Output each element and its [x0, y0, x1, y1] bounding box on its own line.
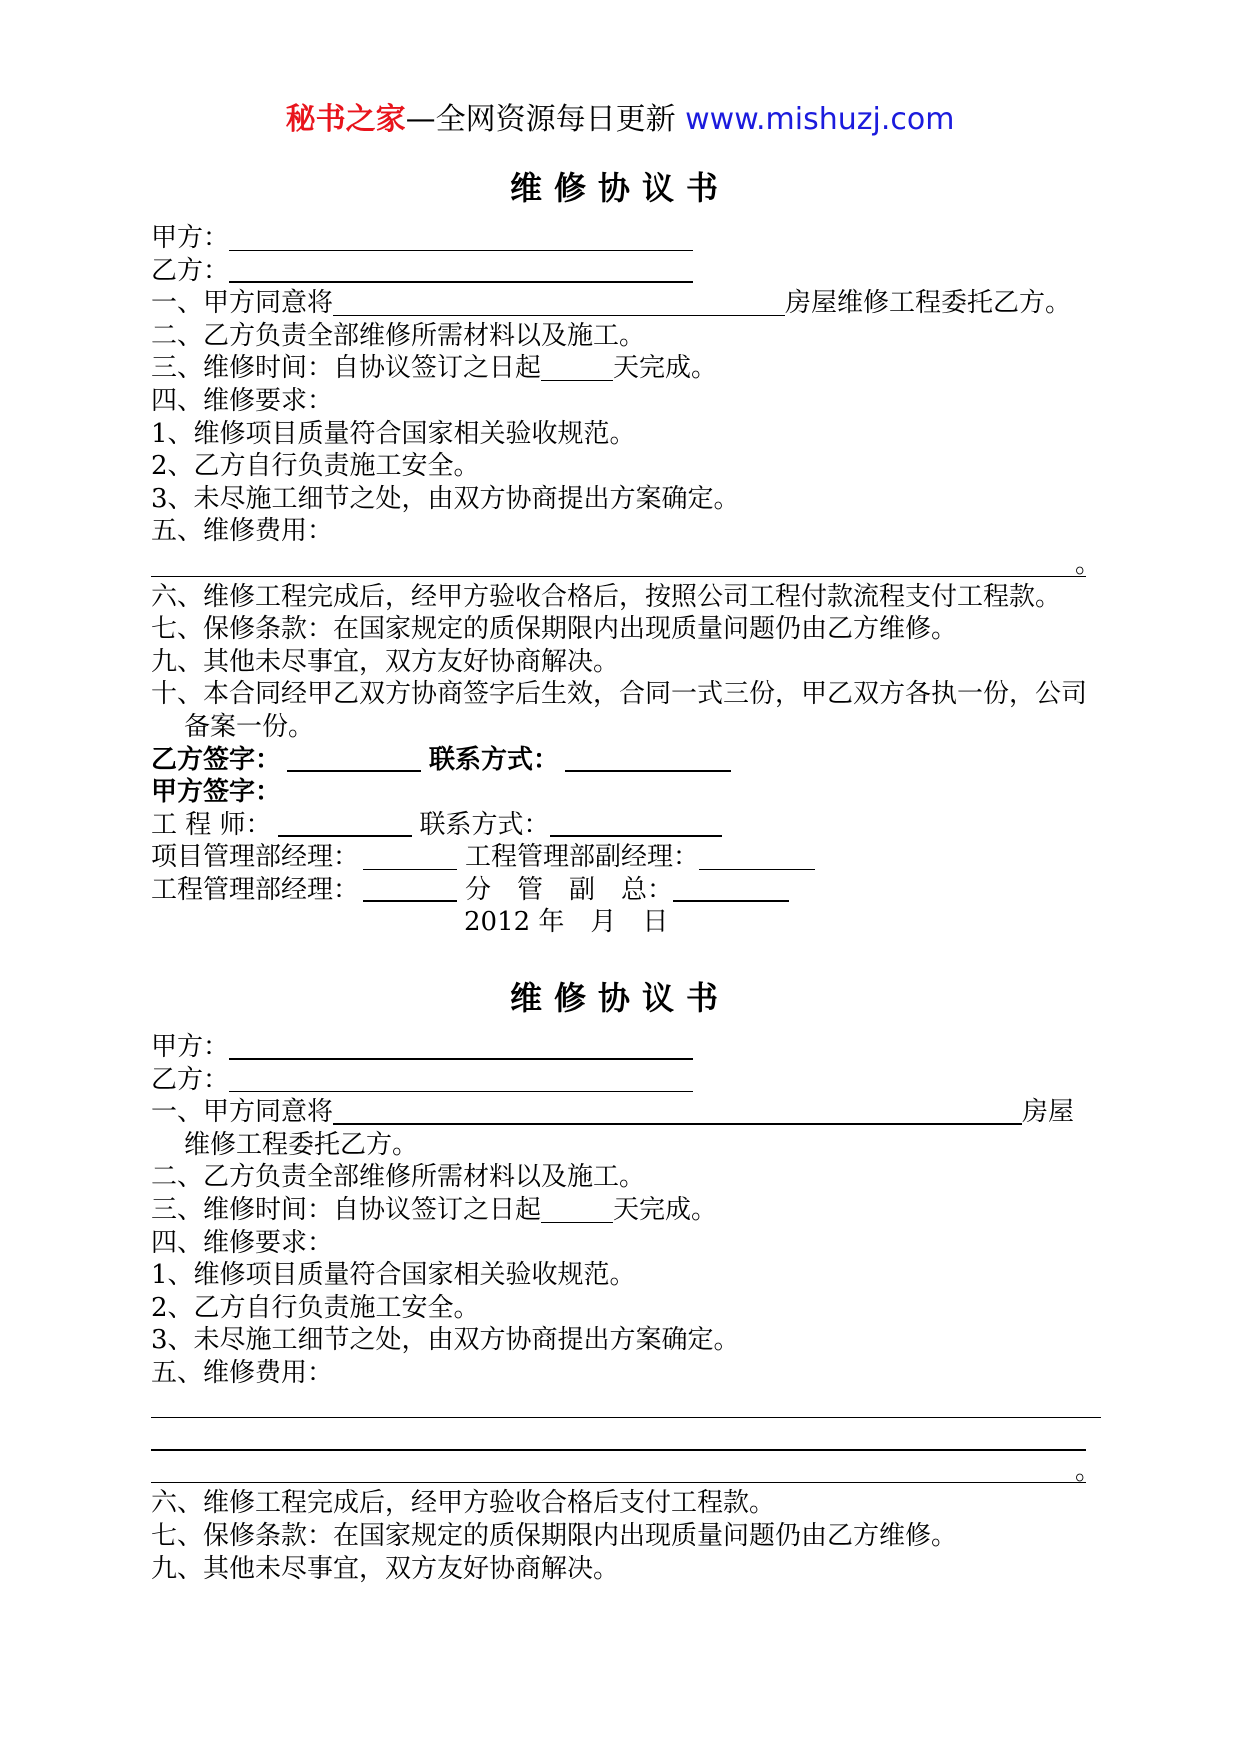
agreement-title: 维修协议书 — [509, 169, 730, 207]
clause-1-continued-2: 维修工程委托乙方。 — [184, 1129, 419, 1160]
party-a-line-2 — [151, 1031, 1101, 1064]
clause-4: 四、维修要求： — [151, 385, 334, 416]
party-b-signature-line — [151, 744, 1101, 777]
fee-blank-line-2b — [151, 1422, 1101, 1455]
days-blank-2 — [541, 1198, 613, 1223]
fee-blank-line-2a — [151, 1390, 1101, 1423]
engineer-blank — [278, 811, 412, 837]
site-banner — [0, 100, 1240, 140]
clause-9-2: 九、其他未尽事宜，双方友好协商解决。 — [151, 1553, 620, 1584]
clause-3-prefix: 三、维修时间：自协议签订之日起 — [151, 353, 542, 384]
eng-manager-label: 工程管理部经理： — [151, 874, 360, 905]
requirement-3-2: 3、未尽施工细节之处，由双方协商提出方案确定。 — [151, 1325, 740, 1356]
fee-blank-line — [151, 548, 1101, 581]
requirement-3: 3、未尽施工细节之处，由双方协商提出方案确定。 — [151, 483, 740, 514]
eng-deputy-blank — [699, 845, 815, 870]
clause-3 — [151, 352, 1101, 385]
slogan: —全网资源每日更新 — [405, 102, 676, 137]
clause-1-2 — [151, 1096, 1101, 1129]
fee-end-mark-2: 。 — [1074, 1455, 1101, 1486]
clause-7: 七、保修条款：在国家规定的质保期限内出现质量问题仍由乙方维修。 — [151, 614, 958, 645]
requirement-2-2: 2、乙方自行负责施工安全。 — [151, 1292, 480, 1323]
party-b-line — [151, 255, 1101, 288]
vp-blank — [673, 876, 789, 902]
agreement-body-2 — [151, 1031, 1101, 1585]
party-a-blank-2 — [229, 1034, 693, 1060]
party-b-line-2 — [151, 1064, 1101, 1097]
clause-3-prefix-2: 三、维修时间：自协议签订之日起 — [151, 1194, 542, 1225]
party-b-label-2: 乙方： — [151, 1064, 230, 1095]
party-a-label: 甲方： — [151, 223, 230, 253]
days-blank — [541, 356, 613, 381]
clause-7-2: 七、保修条款：在国家规定的质保期限内出现质量问题仍由乙方维修。 — [151, 1520, 958, 1551]
party-b-label: 乙方： — [151, 255, 230, 286]
clause-3-suffix: 天完成。 — [613, 353, 718, 384]
engineer-contact-label: 联系方式： — [419, 809, 550, 840]
pm-manager-label: 项目管理部经理： — [151, 842, 360, 873]
party-a-label-2: 甲方： — [151, 1032, 230, 1062]
fee-blank-2b — [151, 1449, 1086, 1451]
agreement-title-2: 维修协议书 — [509, 979, 730, 1017]
party-b-signature-blank — [287, 746, 421, 772]
clause-9: 九、其他未尽事宜，双方友好协商解决。 — [151, 646, 620, 677]
clause-2: 二、乙方负责全部维修所需材料以及施工。 — [151, 320, 646, 351]
requirement-1: 1、维修项目质量符合国家相关验收规范。 — [151, 418, 636, 449]
fee-blank-line-2c — [151, 1455, 1101, 1488]
clause-1-suffix: 房屋维修工程委托乙方。 — [785, 288, 1072, 319]
party-a-blank — [229, 226, 693, 251]
requirement-2: 2、乙方自行负责施工安全。 — [151, 451, 480, 482]
manager-line-2 — [151, 874, 1101, 907]
clause-3-2 — [151, 1194, 1101, 1227]
clause-1 — [151, 287, 1101, 320]
clause-1-suffix-2: 房屋 — [1022, 1097, 1075, 1128]
pm-manager-blank — [363, 845, 457, 870]
engineer-label: 工 程 师： — [151, 809, 272, 840]
clause-5: 五、维修费用： — [151, 516, 334, 547]
brand-name: 秘书之家 — [285, 102, 406, 137]
party-a-signature-line: 甲方签字： — [151, 777, 282, 808]
clause-6: 六、维修工程完成后，经甲方验收合格后，按照公司工程付款流程支付工程款。 — [151, 581, 1062, 612]
clause-3-suffix-2: 天完成。 — [613, 1194, 718, 1225]
party-a-line — [151, 222, 1101, 255]
party-b-contact-blank — [565, 746, 731, 772]
party-b-signature-label: 乙方签字： — [151, 744, 282, 775]
site-url-link[interactable]: www.mishuzj.com — [685, 102, 955, 137]
eng-deputy-label: 工程管理部副经理： — [465, 842, 700, 873]
clause-10: 十、本合同经甲乙双方协商签字后生效，合同一式三份，甲乙双方各执一份，公司备案一份。 — [151, 679, 1088, 742]
property-blank-2 — [333, 1099, 1022, 1125]
clause-2-2: 二、乙方负责全部维修所需材料以及施工。 — [151, 1162, 646, 1193]
vp-label: 分 管 副 总： — [465, 874, 674, 905]
engineer-contact-blank — [550, 811, 722, 837]
fee-blank-2c — [151, 1482, 1086, 1483]
clause-5-2: 五、维修费用： — [151, 1357, 334, 1388]
fee-blank-2a — [151, 1417, 1101, 1418]
requirement-1-2: 1、维修项目质量符合国家相关验收规范。 — [151, 1260, 636, 1291]
date-line: 2012 年 月 日 — [464, 907, 669, 938]
engineer-line — [151, 809, 1101, 842]
fee-blank — [151, 576, 1086, 577]
clause-6-2: 六、维修工程完成后，经甲方验收合格后支付工程款。 — [151, 1488, 776, 1519]
clause-1-prefix-2: 一、甲方同意将 — [151, 1097, 334, 1128]
clause-4-2: 四、维修要求： — [151, 1227, 334, 1258]
eng-manager-blank — [363, 876, 457, 902]
manager-line-1 — [151, 841, 1101, 874]
agreement-body — [151, 222, 1101, 939]
fee-end-mark: 。 — [1074, 548, 1101, 579]
party-b-blank — [229, 257, 693, 283]
party-b-contact-label: 联系方式： — [429, 744, 560, 775]
property-blank — [333, 291, 785, 316]
party-b-blank-2 — [229, 1067, 693, 1092]
clause-1-prefix: 一、甲方同意将 — [151, 288, 334, 319]
